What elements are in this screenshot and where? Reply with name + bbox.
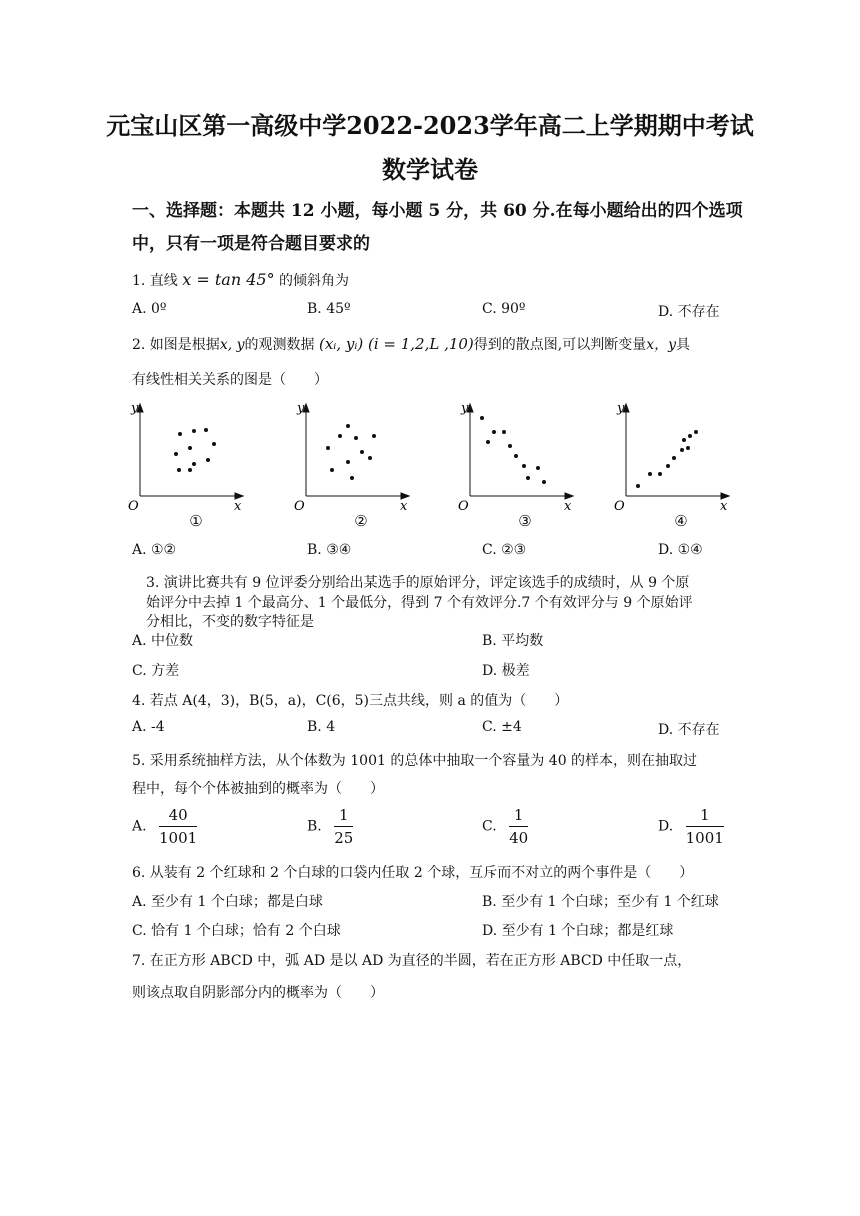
q2-option-a[interactable]: A. ①② <box>132 542 177 558</box>
section-heading-line1: 一、选择题：本题共 12 小题，每小题 5 分，共 60 分.在每小题给出的四个选项 <box>132 201 743 221</box>
plot-label-2: ② <box>354 512 368 530</box>
plot-label-4: ④ <box>674 512 688 530</box>
question-1 <box>132 270 349 290</box>
q2-option-d[interactable]: D. ①④ <box>658 542 703 558</box>
q6-option-b[interactable]: B. 至少有 1 个白球；至少有 1 个红球 <box>482 894 719 910</box>
axis-x-label: x <box>400 499 408 514</box>
plot-label-3: ③ <box>518 512 532 530</box>
denominator: 1001 <box>685 829 724 847</box>
exam-subtitle: 数学试卷 <box>382 155 478 184</box>
q1-math: x = tan 45° <box>182 270 275 289</box>
option-letter: D. <box>658 818 674 835</box>
fraction <box>686 806 724 847</box>
question-3-line3: 分相比，不变的数字特征是 <box>146 614 314 630</box>
q1-prefix: 1. 直线 <box>132 273 178 289</box>
axis-x-label: x <box>234 499 242 514</box>
scatter-points <box>636 430 698 488</box>
q5-option-d[interactable] <box>658 806 724 847</box>
q3-option-a[interactable]: A. 中位数 <box>132 633 194 649</box>
scatter-points <box>326 424 376 480</box>
plot-label-1: ① <box>189 512 203 530</box>
question-2-line2: 有线性相关关系的图是（ ） <box>132 372 328 388</box>
q2-text-g: 具 <box>676 337 691 353</box>
numerator: 1 <box>686 806 724 827</box>
q1-option-b[interactable]: B. 45º <box>307 301 351 317</box>
q2-option-b[interactable]: B. ③④ <box>307 542 352 558</box>
denominator: 25 <box>334 829 354 847</box>
axis-y-label: y <box>131 401 139 416</box>
scatter-plot-4 <box>612 396 736 514</box>
numerator: 1 <box>334 806 353 827</box>
option-letter: C. <box>482 818 497 835</box>
origin-label: O <box>458 499 469 514</box>
q2-text-d: (xᵢ, yᵢ) (i = 1,2,L ,10) <box>318 335 474 353</box>
q5-option-b[interactable] <box>307 806 353 847</box>
origin-label: O <box>294 499 305 514</box>
question-3-line2: 始评分中去掉 1 个最高分、1 个最低分，得到 7 个有效评分.7 个有效评分与 9 个原始评 <box>146 595 693 611</box>
q1-option-d[interactable]: D. 不存在 <box>658 304 720 320</box>
q3-option-c[interactable]: C. 方差 <box>132 663 180 679</box>
fraction <box>334 806 353 847</box>
q5-option-a[interactable] <box>132 806 197 847</box>
q2-text-c: 的观测数据 <box>244 337 315 353</box>
q4-option-d[interactable]: D. 不存在 <box>658 722 720 738</box>
question-7-line1: 7. 在正方形 ABCD 中，弧 AD 是以 AD 为直径的半圆，若在正方形 ABCD 中任取一点， <box>132 953 692 969</box>
q4-option-b[interactable]: B. 4 <box>307 719 336 735</box>
scatter-points <box>174 428 216 472</box>
q3-option-b[interactable]: B. 平均数 <box>482 633 544 649</box>
q5-option-c[interactable] <box>482 806 528 847</box>
q2-text-b: x, y <box>219 337 245 353</box>
option-letter: B. <box>307 818 322 835</box>
q2-text-e: 得到的散点图,可以判断变量 <box>473 337 647 353</box>
question-3-line1: 3. 演讲比赛共有 9 位评委分别给出某选手的原始评分，评定该选手的成绩时，从 9 个原 <box>146 575 690 591</box>
section-heading-line2: 中，只有一项是符合题目要求的 <box>132 234 370 254</box>
q4-option-c[interactable]: C. ±4 <box>482 719 522 735</box>
question-5-line2: 程中，每个个体被抽到的概率为（ ） <box>132 781 384 797</box>
fraction <box>509 806 528 847</box>
q2-option-c[interactable]: C. ②③ <box>482 542 527 558</box>
q4-option-a[interactable]: A. -4 <box>132 719 165 735</box>
axis-y-label: y <box>461 401 469 416</box>
exam-title: 元宝山区第一高级中学2022-2023学年高二上学期期中考试 <box>106 111 754 140</box>
axis-y-label: y <box>297 401 305 416</box>
question-6: 6. 从装有 2 个红球和 2 个白球的口袋内任取 2 个球，互斥而不对立的两个事件是（ ） <box>132 865 694 881</box>
denominator: 40 <box>509 829 529 847</box>
q2-text-f: x，y <box>646 337 677 353</box>
scatter-points <box>480 416 546 484</box>
question-4: 4. 若点 A(4，3)，B(5，a)，C(6，5)三点共线，则 a 的值为（ ） <box>132 693 569 709</box>
axis-x-label: x <box>564 499 572 514</box>
question-7-line2: 则该点取自阴影部分内的概率为（ ） <box>132 985 384 1001</box>
q6-option-c[interactable]: C. 恰有 1 个白球；恰有 2 个白球 <box>132 923 341 939</box>
axis-x-label: x <box>720 499 728 514</box>
origin-label: O <box>128 499 139 514</box>
denominator: 1001 <box>159 829 198 847</box>
question-2-line1 <box>132 334 690 354</box>
scatter-plot-3 <box>456 396 580 514</box>
scatter-plot-2 <box>292 396 416 514</box>
q1-option-c[interactable]: C. 90º <box>482 301 526 317</box>
numerator: 1 <box>509 806 528 827</box>
q1-suffix: 的倾斜角为 <box>279 273 350 289</box>
q6-option-d[interactable]: D. 至少有 1 个白球；都是红球 <box>482 923 674 939</box>
origin-label: O <box>614 499 625 514</box>
question-5-line1: 5. 采用系统抽样方法，从个体数为 1001 的总体中抽取一个容量为 40 的样本，则在抽取过 <box>132 753 698 769</box>
scatter-plot-1 <box>126 396 250 514</box>
q1-option-a[interactable]: A. 0º <box>132 301 167 317</box>
numerator: 40 <box>159 806 197 827</box>
q6-option-a[interactable]: A. 至少有 1 个白球；都是白球 <box>132 894 323 910</box>
q2-text-a: 2. 如图是根据 <box>132 337 220 353</box>
option-letter: A. <box>132 818 147 835</box>
fraction <box>159 806 197 847</box>
axis-y-label: y <box>617 401 625 416</box>
q3-option-d[interactable]: D. 极差 <box>482 663 530 679</box>
